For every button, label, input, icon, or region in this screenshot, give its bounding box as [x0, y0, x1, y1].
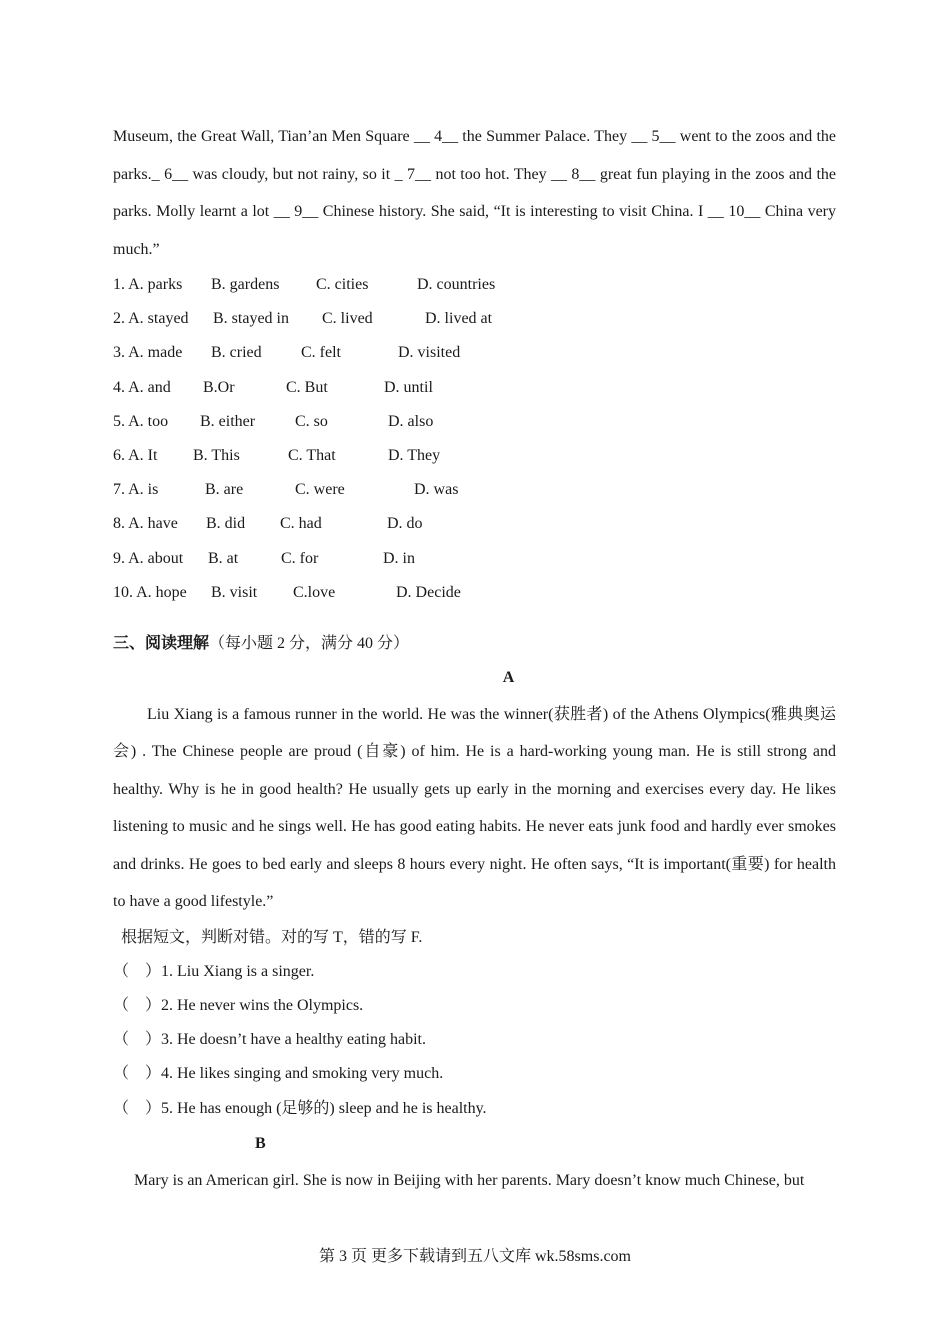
cloze-passage-continuation: Museum, the Great Wall, Tian’an Men Square __ 4__ the Summer Palace. They __ 5__ went to the zoos and the parks._ 6__ was cloudy, but not rainy, so it _ 7__ not too hot. They __ 8__ great fun playing in the zoos and the parks. Molly learnt a lot __ 9__ Chinese history. She said, “It is interesting to visit China. I __ 10__ China very much.”: [113, 128, 836, 258]
option-row: 2. A. stayed B. stayed in C. lived D. lived at: [113, 310, 493, 328]
option-row: 7. A. is B. are C. were D. was: [113, 481, 459, 499]
option-row: 5. A. too B. either C. so D. also: [113, 412, 434, 430]
option-row: 6. A. It B. This C. That D. They: [113, 446, 441, 464]
tf-item: （ ）5. He has enough (足够的) sleep and he is healthy.: [113, 1099, 487, 1117]
passage-b-label: B: [255, 1134, 266, 1152]
document-page: [113, 118, 836, 1199]
passage-b: Mary is an American girl. She is now in Beijing with her parents. Mary doesn’t know much Chinese, but: [134, 1171, 805, 1189]
option-row: 8. A. have B. did C. had D. do: [113, 515, 423, 533]
tf-instruction: 根据短文，判断对错。对的写 T，错的写 F.: [121, 928, 423, 946]
tf-item: （ ）1. Liu Xiang is a singer.: [113, 962, 315, 980]
page-footer: 第 3 页 更多下载请到五八文库 wk.58sms.com: [318, 1248, 631, 1265]
tf-item: （ ）3. He doesn’t have a healthy eating habit.: [113, 1031, 426, 1049]
section-note: （每小题 2 分，满分 40 分）: [209, 634, 410, 652]
section-title: 三、阅读理解: [113, 634, 210, 652]
tf-item: （ ）4. He likes singing and smoking very much.: [113, 1065, 444, 1083]
option-row: 3. A. made B. cried C. felt D. visited: [113, 344, 461, 362]
passage-a-label: A: [502, 668, 515, 686]
cloze-options: [113, 268, 836, 610]
option-row: 4. A. and B.Or C. But D. until: [113, 378, 433, 396]
tf-item: （ ）2. He never wins the Olympics.: [113, 997, 364, 1015]
passage-a: Liu Xiang is a famous runner in the world. He was the winner(获胜者) of the Athens Olympics(雅典奥运会) . The Chinese people are proud (自豪) of him. He is a hard-working young man. He is still strong and healthy. Why is he in good health? He usually gets up early in the morning and exercises every day. He likes listening to music and he sings well. He has good eating habits. He never eats junk food and hardly ever smokes and drinks. He goes to bed early and sleeps 8 hours every night. He often says, “It is important(重要) for health to have a good lifestyle.”: [113, 705, 836, 911]
option-row: 1. A. parks B. gardens C. cities D. countries: [113, 276, 496, 293]
option-row: 9. A. about B. at C. for D. in: [113, 549, 415, 567]
reading-section-heading: [113, 628, 836, 660]
option-row: 10. A. hope B. visit C.love D. Decide: [113, 583, 461, 601]
